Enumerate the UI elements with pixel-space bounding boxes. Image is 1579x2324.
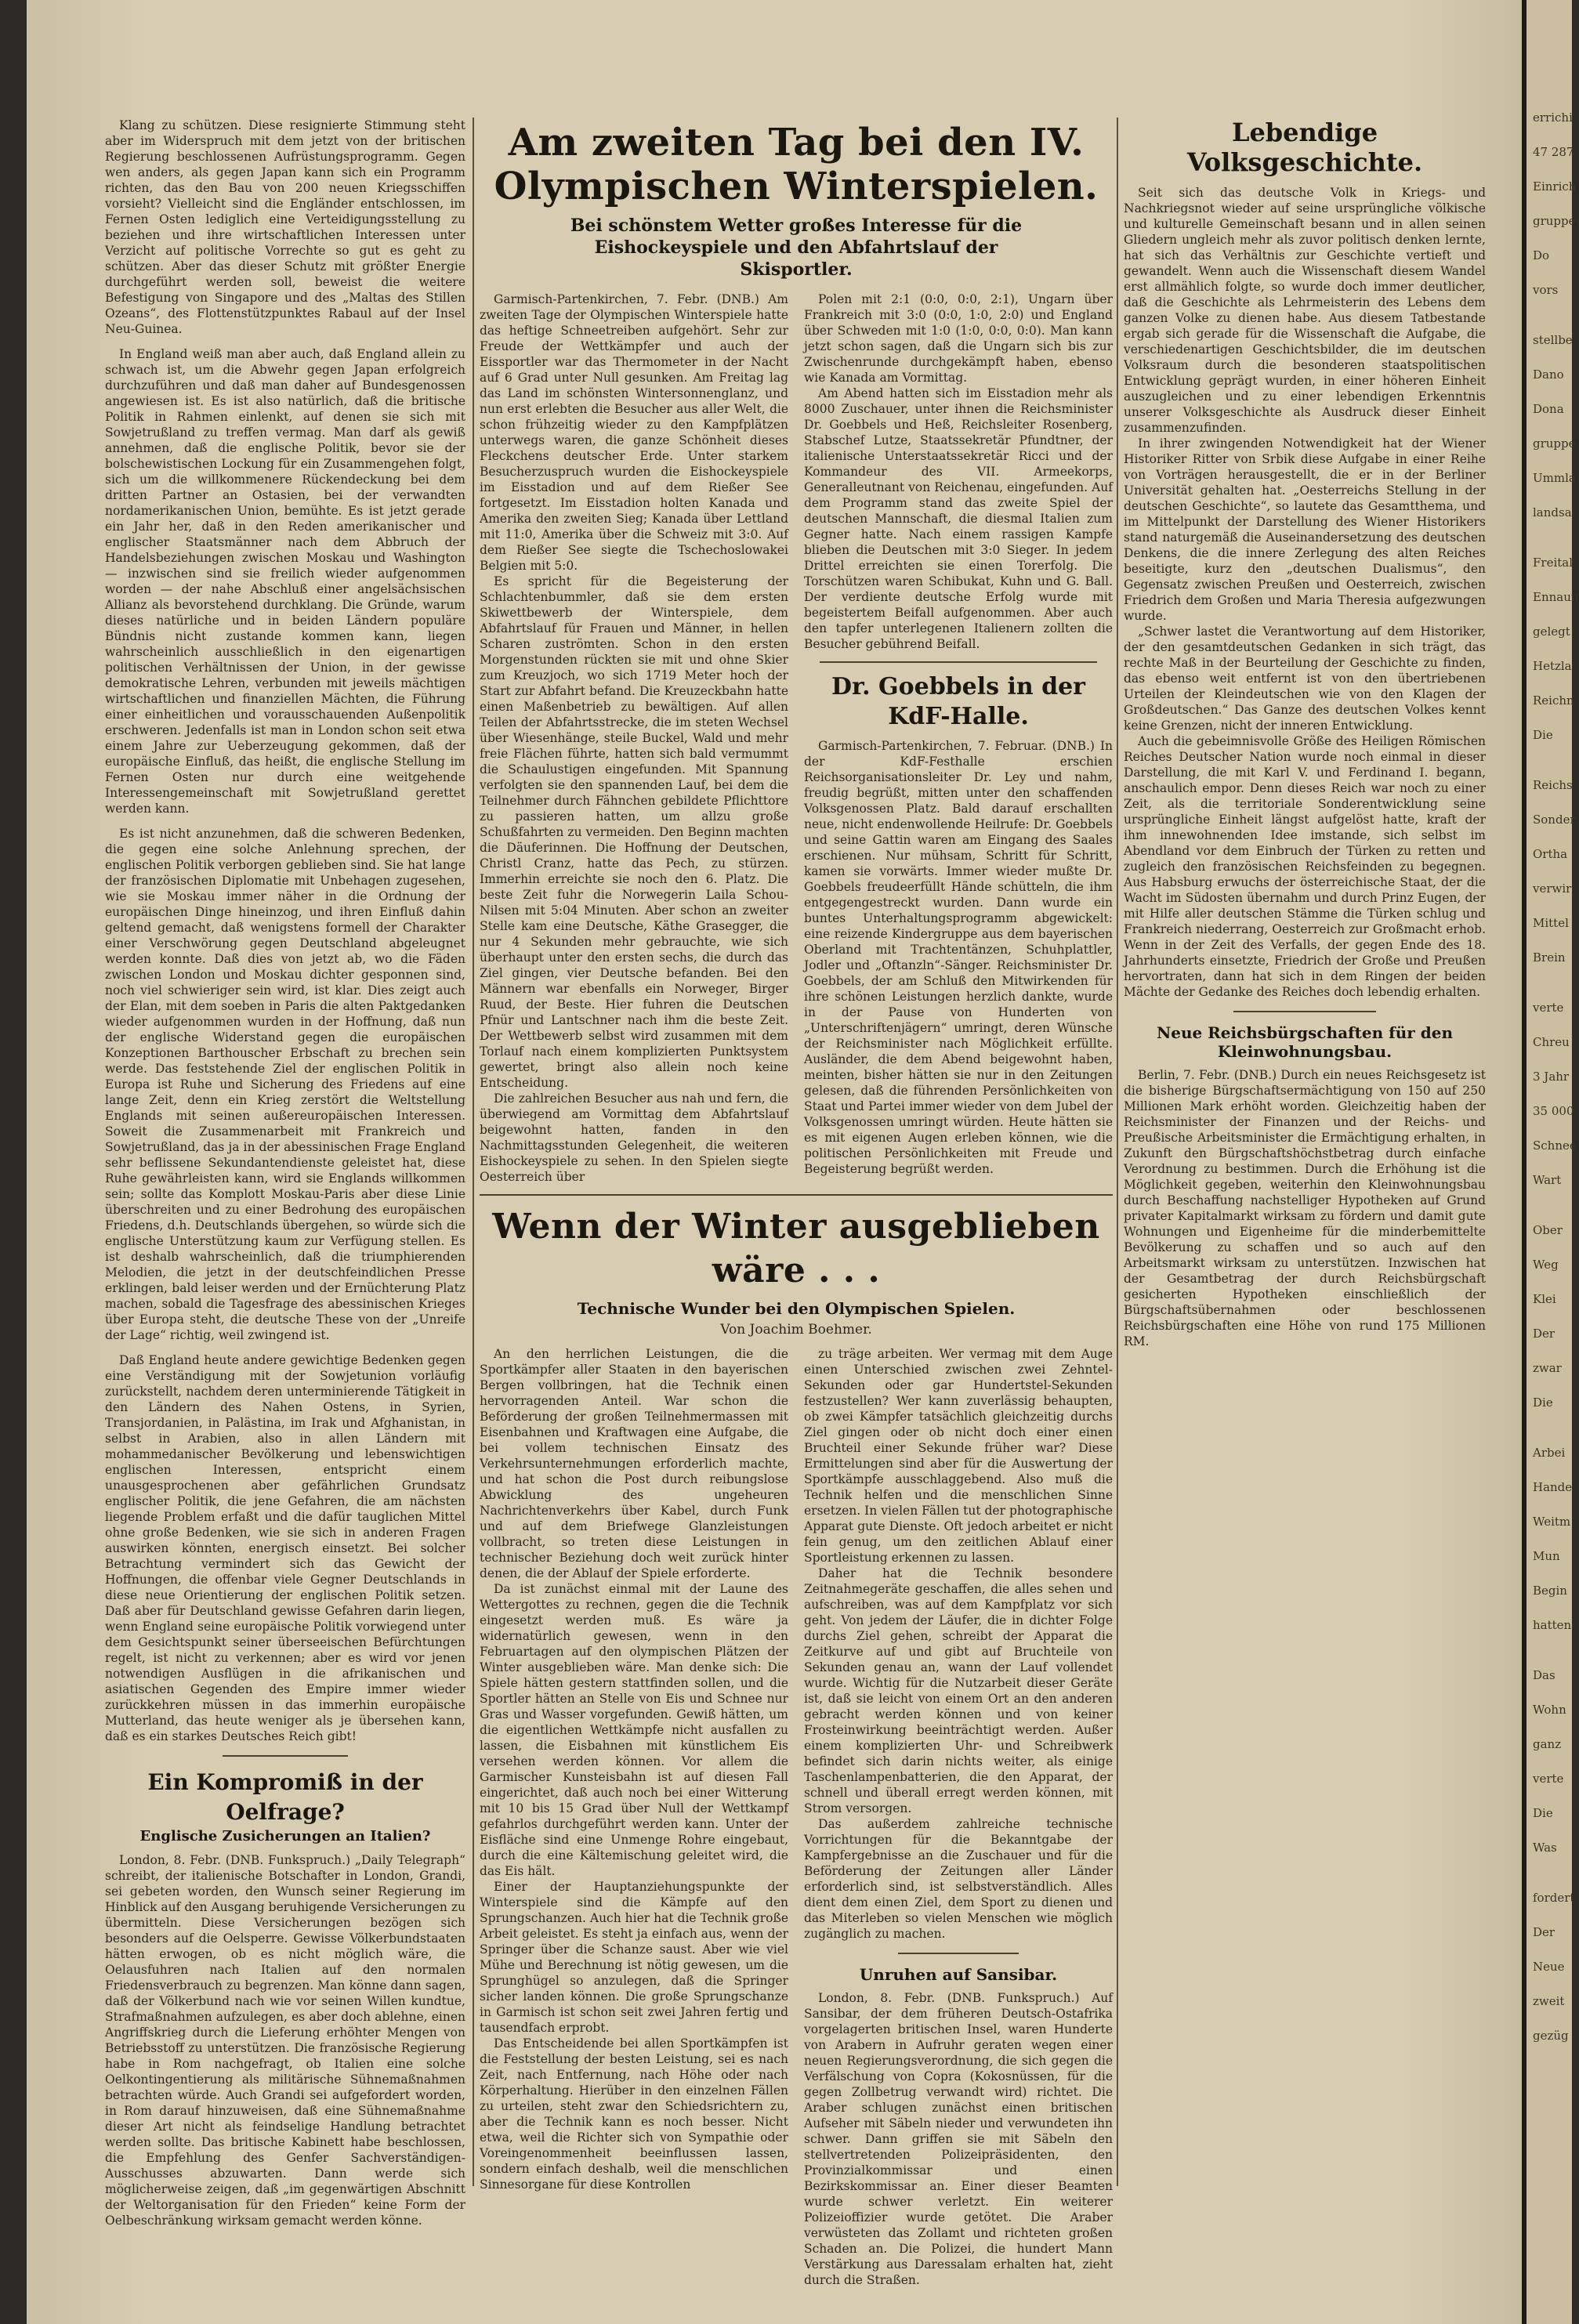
column-right xyxy=(1124,118,1486,2202)
headline-volksgeschichte: Lebendige Volksgeschichte. xyxy=(1186,118,1423,177)
adjacent-page-text: gezüg xyxy=(1533,2029,1569,2043)
article-paragraph: Klang zu schützen. Diese resignierte Stimmung steht aber im Widerspruch mit dem jetzt von der britischen Regierung beschlossenen Aufrüstungsprogramm. Gegen wen anders, als gegen Japan kann sich ein Programm richten, das den Bau von 200 neuen Kriegsschiffen vorsieht? Vielleicht sind die Engländer entschlossen, im Fernen Osten lediglich eine Verteidigungsstellung zu beziehen und ihre wirtschaftlichen Interessen unter Verzicht auf politische Vorrechte so gut es geht zu schützen. Aber das dieser Schutz mit größter Energie durchgeführt werden soll, beweist die weitere Befestigung von Singapore und des „Maltas des Stillen Ozeans“, des Flottenstützpunktes Rabaul auf der Insel Neu-Guinea. xyxy=(105,118,465,336)
adjacent-page-text: 3 Jahr xyxy=(1533,1070,1570,1084)
adjacent-page-text: Einrich xyxy=(1533,179,1577,194)
adjacent-page-text: Begin xyxy=(1533,1584,1567,1598)
adjacent-page-text: fordert xyxy=(1533,1891,1575,1905)
adjacent-page-text: landsa xyxy=(1533,505,1572,519)
adjacent-page-text: Freital xyxy=(1533,556,1574,570)
adjacent-page-text: gruppe xyxy=(1533,436,1576,451)
adjacent-page-text: Sonder xyxy=(1533,813,1576,827)
headline-kdf: Dr. Goebbels in der KdF-Halle. xyxy=(831,673,1085,730)
adjacent-page-text: Hande xyxy=(1533,1480,1573,1494)
adjacent-page-text: Schnee xyxy=(1533,1138,1577,1153)
column-rule xyxy=(1117,118,1118,2186)
article-paragraph: Seit sich das deutsche Volk in Kriegs- und Nachkriegsnot wieder auf seine ursprüngliche völkische und kulturelle Gemeinschaft besann und in allen seinen Gliedern ungleich mehr als zuvor politisch denken lernte, hat sich das Verhältnis zur Geschichte vertieft und gewandelt. Wenn auch die Wissenschaft diesem Wandel erst allmählich folgte, so wurde doch immer deutlicher, daß die Geschichte als Lehrmeisterin des Lebens dem ganzen Volke zu dienen habe. Aus diesem Tatbestande ergab sich gerade für die Wissenschaft die Aufgabe, die verschiedenartigen Geschichtsbilder, die im deutschen Volksraum durch die besonderen staatspolitischen Entwicklung geprägt wurden, in einer höheren Einheit auszugleichen und zu einer lebendigen Erkenntnis unserer Volksgeschichte als Ausdruck dieser Einheit zusammenzufinden. xyxy=(1124,186,1486,435)
byline: Von Joachim Boehmer. xyxy=(720,1322,872,1338)
headline-sansibar: Unruhen auf Sansibar. xyxy=(859,1965,1058,1984)
article-paragraph: London, 8. Febr. (DNB. Funkspruch.) „Daily Telegraph“ schreibt, der italienische Botschafter in London, Grandi, sei gebeten worden, den Wunsch seiner Regierung im Hinblick auf den Ausgang beruhigende Versicherungen zu übermitteln. Diese Versicherungen bezögen sich besonders auf die Oelsperre. Gewisse Völkerbundstaaten hätten erwogen, ob es nicht möglich wäre, die Oelausfuhren nach Italien auf den normalen Friedensverbrauch zu begrenzen. Man könne dann sagen, daß der Völkerbund nach wie vor seinen Willen kundtue, Strafmaßnahmen aufzulegen, es aber doch ablehne, einen Angriffskrieg durch die Lieferung erhöhter Mengen von Betriebsstoff zu unterstützen. Die französische Regierung habe in Rom nachgefragt, ob Italien eine solche Oelkontingentierung als militärische Sühnemaßnahmen betrachten würde. Auch Grandi sei aufgefordert worden, in Rom darauf hinzuweisen, daß eine Sühnemaßnahme dieser Art nicht als feindselige Handlung betrachtet werden sollte. Das britische Kabinett habe beschlossen, die Empfehlung des Genfer Sachverständigen-Ausschusses abzuwarten. Dann werde sich möglicherweise zeigen, daß „im gegenwärtigen Abschnitt der Weltorganisation für den Frieden“ keine Form der Oelbeschränkung wirksam gemacht werden könne. xyxy=(105,1853,465,2228)
adjacent-page-text: Dona xyxy=(1533,402,1564,416)
adjacent-page-text: Hetzla xyxy=(1533,659,1572,673)
article-paragraph: In ihrer zwingenden Notwendigkeit hat der Wiener Historiker Ritter von Srbik diese Aufgabe in einer Reihe von Vorträgen herausgestellt, die er in der Berliner Universität gehalten hat. „Oesterreichs Stellung in der deutschen Geschichte“, so lautete das Gesamtthema, und im Mittelpunkt der Darstellung des Wiener Historikers stand naturgemäß die Auseinandersetzung des deutschen Denkens, die die innere Zerlegung des alten Reiches beseitigte, kurz den „deutschen Dualismus“, den Gegensatz zwischen Preußen und Oesterreich, zwischen Friedrich dem Großen und Maria Theresia aufgezwungen wurde. xyxy=(1124,436,1486,623)
adjacent-page-text: verte xyxy=(1533,1001,1564,1015)
adjacent-page-text: Chreu xyxy=(1533,1035,1570,1049)
olympia-columns xyxy=(480,291,1113,1185)
article-paragraph: In England weiß man aber auch, daß England allein zu schwach ist, um die Abwehr gegen Japan erfolgreich durchzuführen und daß man daher auf Bundesgenossen angewiesen ist. Es ist also natürlich, daß die britische Politik in Rahmen einlenkt, auf denen sie sich mit Sowjetrußland zu treffen vermag. Man darf als gewiß annehmen, daß die englische Politik, bevor sie der bolschewistischen Lockung für ein Zusammengehen folgt, sich um die willkommenere Rückendeckung bei dem dritten Partner an Ostasien, bei der verwandten nordamerikanischen Union, bemühte. Es ist jetzt gerade ein Jahr her, daß in den Reden amerikanischer und englischer Staatsmänner nach dem Abbruch der Handelsbeziehungen zwischen Moskau und Washington — inzwischen sind sie freilich wieder aufgenommen worden — der nahe Abschluß einer angelsächsischen Allianz als bevorstehend durchklang. Die Gründe, warum dieses natürliche und in beiden Ländern populäre Bündnis nicht zustande kommen kann, liegen wahrscheinlich ausschließlich in den eigenartigen politischen Verhältnissen der Union, in der gewisse demokratische Lehren, verbunden mit jeweils mächtigen wirtschaftlichen und finanziellen Mächten, die Führung einer einheitlichen und vorausschauenden Außenpolitik erschweren. Jedenfalls ist man in London schon seit etwa einem Jahre zur Ueberzeugung gekommen, daß der europäische Einfluß, das heißt, die englische Stellung im Fernen Osten nur durch eine weitgehende Interessengemeinschaft mit Sowjetrußland gerettet werden kann. xyxy=(105,347,465,816)
newspaper-page xyxy=(27,0,1522,2324)
article-paragraph: London, 8. Febr. (DNB. Funkspruch.) Auf Sansibar, der dem früheren Deutsch-Ostafrika vorgelagerten britischen Insel, waren Hunderte von Arabern in Aufruhr geraten wegen einer neuen Regierungsverordnung, die sich gegen die Verfälschung von Copra (Kokosnüssen, für die gegen Zollbetrug verwandt wird) richtet. Die Araber schlugen zunächst einen britischen Aufseher mit Säbeln nieder und verwundeten ihn schwer. Dann griffen sie mit Säbeln den stellvertretenden Polizeipräsidenten, den Provinzialkommissar und einen Bezirkskommissar an. Einer dieser Beamten wurde schwer verletzt. Ein weiterer Polizeioffizier wurde getötet. Die Araber verwüsteten das Zollamt und richteten großen Schaden an. Die Polizei, die hundert Mann Verstärkung aus Daressalam erhalten hat, zieht durch die Straßen. xyxy=(804,1991,1113,2287)
article-paragraph: Am Abend hatten sich im Eisstadion mehr als 8000 Zuschauer, unter ihnen die Reichsminister Dr. Goebbels und Heß, Reichsleiter Rosenberg, Stabschef Lutze, Staatssekretär Pfundtner, der italienische Unterstaatssekretär Ricci und der Kommandeur des VII. Armeekorps, Generalleutnant von Reichenau, eingefunden. Auf dem Programm stand das zweite Spiel der deutschen Mannschaft, die diesmal Italien zum Gegner hatte. Nach einem rassigen Kampfe blieben die Deutschen mit 3:0 Sieger. In jedem Drittel erreichten sie einen Torerfolg. Die Torschützen waren Schibukat, Kuhn und G. Ball. Der verdiente deutsche Erfolg wurde mit begeistertem Beifall aufgenommen. Aber auch den tapfer unterlegenen Italienern zollten die Besucher gebührend Beifall. xyxy=(804,386,1113,651)
adjacent-page-text: Wart xyxy=(1533,1173,1562,1187)
winter-left xyxy=(480,1346,788,2288)
article-paragraph: Polen mit 2:1 (0:0, 0:0, 2:1), Ungarn über Frankreich mit 3:0 (0:0, 1:0, 2:0) und England über Schweden mit 1:0 (1:0, 0:0, 0:0). Man kann jetzt schon sagen, daß die Ungarn sich bis zur Zwischenrunde durchgekämpft haben, ebenso wie Kanada am Vormittag. xyxy=(804,292,1113,385)
adjacent-page-text: ganz xyxy=(1533,1737,1562,1751)
headline-oel: Ein Kompromiß in der Oelfrage? xyxy=(147,1769,423,1825)
adjacent-page-text: gruppe xyxy=(1533,214,1576,228)
adjacent-page-edge xyxy=(1522,0,1579,2324)
article-paragraph: Da ist zunächst einmal mit der Laune des Wettergottes zu rechnen, gegen die die Technik eingesetzt werden muß. Es wäre ja widernatürlich gewesen, wenn in den Februartagen auf den olympischen Plätzen der Winter ausgeblieben wäre. Man denke sich: Die Spiele hätten gestern stattfinden sollen, und die Sportler hätten an Stelle von Eis und Schnee nur Gras und Wasser vorgefunden. Gewiß hätten, um die eigentlichen Wettkämpfe nicht ausfallen zu lassen, die Eisbahnen mit künstlichem Eis versehen werden können. Vor allem die Garmischer Kunsteisbahn ist auf diesen Fall eingerichtet, daß auch noch bei einer Witterung mit 10 bis 15 Grad über Null der Wettkampf gefahrlos durchgeführt werden kann. Unter der Eisfläche sind eine Unmenge Rohre eingebaut, durch die eine Kältemischung geleitet wird, die das Eis hält. xyxy=(480,1582,788,1878)
adjacent-page-text: hatten xyxy=(1533,1618,1572,1632)
winter-right xyxy=(804,1346,1113,2288)
adjacent-page-text: Ortha xyxy=(1533,847,1568,861)
divider xyxy=(480,1194,1113,1196)
adjacent-page-text: Brein xyxy=(1533,950,1566,965)
column-center xyxy=(480,118,1113,2287)
article-paragraph: Einer der Hauptanziehungspunkte der Winterspiele sind die Kämpfe auf den Sprungschanzen. Auch hier hat die Technik große Arbeit geleistet. Es steht ja einfach aus, wenn der Springer über die Schanze saust. Aber wie viel Mühe und Berechnung ist nötig gewesen, um die Sprunghügel so anzulegen, daß die Springer sicher landen können. Die große Sprungschanze in Garmisch ist schon seit zwei Jahren fertig und tausendfach erprobt. xyxy=(480,1880,788,2035)
adjacent-page-text: gelegt xyxy=(1533,624,1570,639)
article-paragraph: „Schwer lastet die Verantwortung auf dem Historiker, der den gesamtdeutschen Gedanken in sich trägt, das rechte Maß in der Beurteilung der Geschichte zu finden, das ebenso weit entfernt ist von den übertriebenen Urteilen der Kleindeutschen wie von den Klagen der Großdeutschen.“ Das Ganze des deutschen Volkes kennt keine Grenzen, nicht der inneren Entwicklung. xyxy=(1124,624,1486,733)
olympia-right xyxy=(804,291,1113,1185)
article-paragraph: zu träge arbeiten. Wer vermag mit dem Auge einen Unterschied zwischen zwei Zehntel-Sekunden oder gar Hundertstel-Sekunden festzustellen? Wer kann zuverlässig behaupten, ob zwei Kämpfer tatsächlich gleichzeitig durchs Ziel gingen oder ob nicht doch einer einen Bruchteil einer Sekunde früher war? Diese Ermittelungen sind aber für die Auswertung der Sportkämpfe ausschlaggebend. Also muß die Technik helfen und die menschlichen Sinne ersetzen. In vielen Fällen tut der photographische Apparat gute Dienste. Oft jedoch arbeitet er nicht fein genug, um den zeitlichen Ablauf einer Sportleistung erkennen zu lassen. xyxy=(804,1347,1113,1565)
adjacent-page-text: Ober xyxy=(1533,1223,1563,1237)
olympia-left xyxy=(480,291,788,1185)
column-left xyxy=(105,118,465,2228)
adjacent-page-text: Reichs xyxy=(1533,778,1573,792)
article-paragraph: Auch die gebeimnisvolle Größe des Heiligen Römischen Reiches Deutscher Nation wurde noch einmal in dieser Darstellung, die mit Karl V. und Ferdinand I. begann, anschaulich empor. Denn dieses Reich war noch zu einer Zeit, als die territoriale Sonderentwicklung seine ursprüngliche Einheit längst aufgelöst hatte, kraft der ihm innewohnenden Idee imstande, sich selbst im Abendland vor dem Einbruch der Türken zu retten und zugleich den französischen Reichsfeinden zu begegnen. Aus Habsburg erwuchs der österreichische Staat, der die Wacht im Südosten übernahm und durch Prinz Eugen, der mit Hilfe aller deutschen Stämme die Türken schlug und Frankreich niederrang, Oesterreich zur Großmacht erhob. Wenn in der Zeit des Verfalls, der gegen Ende des 18. Jahrhunderts einsetzte, Friedrich der Große und Preußen hervortraten, dann hat sich in dem Ringen der beiden Mächte der Gedanke des Reiches doch lebendig erhalten. xyxy=(1124,734,1486,999)
adjacent-page-text: stellbe xyxy=(1533,333,1573,347)
adjacent-page-text: Mittel xyxy=(1533,916,1569,930)
article-paragraph: Garmisch-Partenkirchen, 7. Februar. (DNB.) In der KdF-Festhalle erschien Reichsorganisationsleiter Dr. Ley und nahm, freudig begrüßt, mitten unter den schaffenden Volksgenossen Platz. Bald darauf erschallten neue, nicht endenwollende Heilrufe: Dr. Goebbels und seine Gattin waren am Eingang des Saales erschienen. Nur mühsam, Schritt für Schritt, kamen sie vorwärts. Immer wieder mußte Dr. Goebbels freudeerfüllt Hände schütteln, die ihm entgegengestreckt wurden. Dann wurde ein buntes Unterhaltungsprogramm abgewickelt: eine reizende Kindergruppe aus dem bayerischen Oberland mit Trachtentänzen, Schuhplattler, Jodler und „Oftanzln“-Sänger. Reichsminister Dr. Goebbels, der am Schluß den Mitwirkenden für ihre schönen Leistungen herzlich dankte, wurde in der Pause von Hunderten von „Unterschriftenjägern“ umringt, deren Wünsche der Reichsminister nach Möglichkeit erfüllte. Ausländer, die dem Abend beigewohnt haben, meinten, bisher hätten sie nur in den Zeitungen gelesen, daß die führenden Persönlichkeiten von Staat und Partei immer wieder von dem Jubel der Volksgenossen umringt würden. Heute hätten sie es mit eigenen Augen erleben können, wie die politischen Persönlichkeiten mit Freude und Begeisterung begrüßt werden. xyxy=(804,739,1113,1176)
article-paragraph: Daß England heute andere gewichtige Bedenken gegen eine Verständigung mit der Sowjetunion vorläufig zurückstellt, nachdem deren unterminierende Tätigkeit in den Ländern des Nahen Ostens, in Syrien, Transjordanien, in Palästina, im Irak und Afghanistan, in selbst in Arabien, also in allen Ländern mit mohammedanischer Bevölkerung und lebenswichtigen englischen Interessen, entspricht einem unausgesprochenen aber gefährlichen Grundsatz englischer Politik, die jene Gefahren, die am nächsten liegende Problem erfaßt und die dafür tauglichen Mittel ohne große Bedenken, wie sie sich in anderen Fragen auswirken könnten, energisch einsetzt. Bei solcher Betrachtung vermindert sich das Gewicht der Hoffnungen, die offenbar viele Gegner Deutschlands in diese neue Orientierung der englischen Politik setzen. Daß aber für Deutschland gewisse Gefahren darin liegen, wenn England seine europäische Politik vorwiegend unter dem Gesichtspunkt seiner überseeischen Befürchtungen regelt, ist nicht zu verkennen; aber es wird vor jenen notwendigen Ausflügen in die afrikanischen und asiatischen Gegenden des Empire immer wieder zurückkehren müssen in das immerhin europäische Mutterland, das heute weniger als je übersehen kann, daß es ein starkes Deutsches Reich gibt! xyxy=(105,1353,465,1743)
adjacent-page-text: Do xyxy=(1533,248,1550,262)
adjacent-page-text: verte xyxy=(1533,1772,1564,1786)
subhead-winter: Technische Wunder bei den Olympischen Spielen. xyxy=(577,1299,1016,1318)
adjacent-page-text: Die xyxy=(1533,728,1553,742)
article-paragraph: Das außerdem zahlreiche technische Vorrichtungen für die Bekanntgabe der Kampfergebnisse an die Zuschauer und für die Beförderung der Zeitungen aller Länder erforderlich sind, ist selbstverständlich. Alles dient dem einen Ziel, dem Sport zu dienen und das Miterleben so vielen Menschen wie möglich zugänglich zu machen. xyxy=(804,1817,1113,1941)
adjacent-page-text: Neue xyxy=(1533,1960,1565,1974)
article-paragraph: Garmisch-Partenkirchen, 7. Febr. (DNB.) Am zweiten Tage der Olympischen Winterspiele hatte das heftige Schneetreiben aufgehört. Sehr zur Freude der Wettkämpfer und auch der Eissportler war das Thermometer in der Nacht auf 6 Grad unter Null gesunken. Am Freitag lag das Land im schönsten Wintersonnenglanz, und nun erst erlebten die Besucher aus aller Welt, die schon frühzeitig wieder zu den Kampfplätzen unterwegs waren, die ganze Schönheit dieses Fleckchens deutscher Erde. Unter starkem Besucherzuspruch wurden die Eishockeyspiele im Eisstadion und auf dem Rießer See fortgesetzt. Im Eisstadion holten Kanada und Amerika den zweiten Sieg; Kanada über Lettland mit 11:0, Amerika über die Schweiz mit 3:0. Auf dem Rießer See siegte die Tschechoslowakei Belgien mit 5:0. xyxy=(480,292,788,573)
adjacent-page-text: zwar xyxy=(1533,1361,1562,1375)
subhead-oel: Englische Zusicherungen an Italien? xyxy=(139,1828,431,1844)
adjacent-page-text: Der xyxy=(1533,1327,1555,1341)
adjacent-page-text: Ennaun xyxy=(1533,590,1579,604)
adjacent-page-text: zweit xyxy=(1533,1994,1565,2008)
adjacent-page-text: vors xyxy=(1533,283,1559,297)
adjacent-page-text: Die xyxy=(1533,1806,1553,1820)
adjacent-page-text: Dano xyxy=(1533,367,1564,382)
adjacent-page-text: 47 287 xyxy=(1533,145,1574,159)
divider xyxy=(820,661,1097,663)
adjacent-page-text: Arbei xyxy=(1533,1446,1566,1460)
article-paragraph: Es spricht für die Begeisterung der Schlachtenbummler, daß sie dem ersten Skiwettbewerb der Winterspiele, dem Abfahrtslauf für Frauen und Männer, in hellen Scharen zuströmten. Schon in den ersten Morgenstunden rückten sie mit und ohne Skier zum Kreuzjoch, wo sich 1719 Meter hoch der Start zur Abfahrt befand. Die Kreuzeckbahn hatte einen Maßenbetrieb zu bewältigen. Auf allen Teilen der Abfahrtsstrecke, die im steten Wechsel über Wiesenhänge, steile Buckel, Wald und mehr freie Flächen führte, hatten sich bald vermummt die Schaulustigen eingefunden. Mit Spannung verfolgten sie den spannenden Lauf, bei dem die Teilnehmer durch Fähnchen gebildete Pflichttore zu passieren hatten, um allzu große Schußfahrten zu vermeiden. Den Beginn machten die Däuferinnen. Die Hoffnung der Deutschen, Christl Cranz, hatte das Pech, zu stürzen. Immerhin erreichte sie noch den 6. Platz. Die beste Zeit fuhr die Norwegerin Laila Schou-Nilsen mit 5:04 Minuten. Aber schon an zweiter Stelle kam eine Deutsche, Käthe Grasegger, die nur 4 Sekunden mehr gebrauchte, wie sich überhaupt unter den ersten sechs, die durch das Ziel gingen, vier Deutsche befanden. Bei den Männern war ebenfalls ein Norweger, Birger Ruud, der Beste. Hier fuhren die Deutschen Pfnür und Lantschner nach ihm die beste Zeit. Der Wettbewerb selbst wird zusammen mit dem Torlauf nach einem komplizierten Punktsystem gewertet, bringt also allein noch keine Entscheidung. xyxy=(480,574,788,1090)
article-paragraph: An den herrlichen Leistungen, die die Sportkämpfer aller Staaten in den bayerischen Bergen vollbringen, hat die Technik einen hervorragenden Anteil. War schon die Beförderung der großen Teilnehmermassen mit Eisenbahnen und Kraftwagen eine Aufgabe, die bei vollem technischen Einsatz des Verkehrsunternehmungen erforderlich machte, und hat schon die Post durch reibungslose Abwicklung des ungeheuren Nachrichtenverkehrs über Kabel, durch Funk und auf dem Briefwege Glanzleistungen vollbracht, so treten diese Leistungen in technischer Beziehung doch weit zurück hinter denen, die der Ablauf der Spiele erforderte. xyxy=(480,1347,788,1580)
adjacent-page-text: Klei xyxy=(1533,1292,1556,1306)
article-paragraph: Das Entscheidende bei allen Sportkämpfen ist die Feststellung der besten Leistung, sei es nach Zeit, nach Entfernung, nach Höhe oder nach Körperhaltung. Hierüber in den einzelnen Fällen zu urteilen, steht zwar den Schiedsrichtern zu, aber die Technik kann es noch besser. Nicht etwa, weil die Richter sich von Sympathie oder Voreingenommenheit beeinflussen lassen, sondern einfach deshalb, weil die menschlichen Sinnesorgane für diese Kontrollen xyxy=(480,2036,788,2192)
adjacent-page-text: Weg xyxy=(1533,1258,1559,1272)
article-paragraph: Daher hat die Technik besondere Zeitnahmegeräte geschaffen, die alles sehen und aufschreiben, was auf dem Kampfplatz vor sich geht. Von jedem der Läufer, die in dichter Folge durchs Ziel gehen, schreibt der Apparat die Zeitkurve auf und gibt auf Bruchteile von Sekunden genau an, wann der Lauf vollendet wurde. Wichtig für die Nutzarbeit dieser Geräte ist, daß sie leicht von einem Ort an den anderen gebracht werden können und von keiner Frosteinwirkung beeinträchtigt werden. Außer einem komplizierten Uhr- und Schreibwerk befindet sich darin nichts weiter, als einige Taschenlampenbatterien, die den Apparat, der schnell und überall erregt werden können, mit Strom versorgen. xyxy=(804,1566,1113,1815)
adjacent-page-text: 35 000 xyxy=(1533,1104,1574,1118)
adjacent-page-text: errichi xyxy=(1533,110,1573,125)
adjacent-page-text: Die xyxy=(1533,1395,1553,1410)
adjacent-page-text: verwir xyxy=(1533,881,1572,896)
adjacent-page-text: Der xyxy=(1533,1925,1555,1939)
subhead-olympia: Bei schönstem Wetter großes Interesse für die Eishockeyspiele und den Abfahrtslauf der Skisportler. xyxy=(570,215,1023,280)
column-rule xyxy=(473,118,474,2186)
adjacent-page-text: Wohn xyxy=(1533,1703,1566,1717)
article-paragraph: Es ist nicht anzunehmen, daß die schweren Bedenken, die gegen eine solche Anlehnung sprechen, der englischen Politik verborgen geblieben sind. Sie hat lange der französischen Diplomatie mit Unbehagen zugesehen, wie sie Moskau immer näher in die Ordnung der europäischen Dinge hineinzog, und ihren Einfluß dahin geltend gemacht, daß wenigstens formell der Charakter einer Verschwörung gegen Deutschland abgeleugnet werden konnte. Daß dies von jetzt ab, wo die Fäden zwischen London und Moskau dichter gesponnen sind, noch viel schwieriger sein wird, ist klar. Dies zeigt auch der Elan, mit dem soeben in Paris die alten Paktgedanken wieder aufgenommen wurden in der Hoffnung, daß nun der englische Widerstand gegen die europäischen Konzeptionen Barthouscher Erbschaft zu brechen sein werde. Das feststehende Ziel der englischen Politik in Europa ist Ruhe und Sicherung des Friedens auf eine lange Zeit, denn ein Krieg zerstört die Weltstellung Englands mit seinen außereuropäischen Interessen. Soweit die Zusammenarbeit mit Frankreich und Sowjetrußland, das ja in der abessinischen Frage England sehr beflissene Sekundantendienste geleistet hat, diese Ruhe gewährleisten kann, wird sie Englands willkommen sein; sollte das Komplott Moskau-Paris aber diese Linie überschreiten und zu einer Bedrohung des europäischen Friedens, d.h. Deutschlands übergehen, so würde sich die englische Unterstützung kaum zur Verfügung stellen. Es ist deshalb wahrscheinlich, daß die triumphierenden Melodien, die jetzt in der deutschfeindlichen Presse erklingen, bald leiser werden und der Ernüchterung Platz machen, sobald die Tagesfrage des abessinischen Krieges über Europa steht, die deutsche These von der „Unreife der Lage“ richtig, weil zwingend ist. xyxy=(105,827,465,1342)
adjacent-page-text: Ummla xyxy=(1533,471,1576,485)
adjacent-page-text: Mun xyxy=(1533,1549,1560,1563)
article-paragraph: Berlin, 7. Febr. (DNB.) Durch ein neues Reichsgesetz ist die bisherige Bürgschaftsermächtigung von 150 auf 250 Millionen Mark erhöht worden. Gleichzeitig haben der Reichsminister der Finanzen und der Reichs- und Preußische Arbeitsminister die Ermächtigung erhalten, in Zukunft den Bürgschaftshöchstbetrag durch einfache Verordnung zu bestimmen. Durch die Erhöhung ist die Möglichkeit gegeben, weiterhin den Kleinwohnungsbau durch Beschaffung nachstelliger Hypotheken auf Grund privater Kapitalmarkt wirksam zu fördern und damit gute Wohnungen und Eigenheime für die minderbemittelte Bevölkerung zu schaffen und so auch auf den Arbeitsmarkt wirksam zu unterstützen. Inzwischen hat der Gesamtbetrag der durch Reichsbürgschaft gesicherten Hypotheken einschließlich der Bürgschaftsübernahmen oder beschlossenen Reichsbürgschaften eine Höhe von rund 175 Millionen RM. xyxy=(1124,1068,1486,1348)
headline-olympia: Am zweiten Tag bei den IV. Olympischen Winterspielen. xyxy=(494,121,1099,208)
divider xyxy=(1233,1011,1376,1012)
divider xyxy=(898,1953,1019,1954)
adjacent-page-text: Reichn xyxy=(1533,693,1574,708)
divider xyxy=(223,1755,348,1757)
adjacent-page-text: Was xyxy=(1533,1841,1557,1855)
headline-reichsbuergschaften: Neue Reichsbürgschaften für den Kleinwohnungsbau. xyxy=(1156,1023,1454,1061)
article-paragraph: Die zahlreichen Besucher aus nah und fern, die überwiegend am Vormittag dem Abfahrtslauf beigewohnt hatten, fanden in den Nachmittagsstunden Gelegenheit, die weiteren Eishockeyspiele zu sehen. In den Spielen siegte Oesterreich über xyxy=(480,1091,788,1184)
adjacent-page-text: Weitm xyxy=(1533,1515,1571,1529)
headline-winter: Wenn der Winter ausgeblieben wäre . . . xyxy=(492,1207,1100,1291)
winter-columns xyxy=(480,1346,1113,2288)
adjacent-page-text: Das xyxy=(1533,1668,1555,1682)
